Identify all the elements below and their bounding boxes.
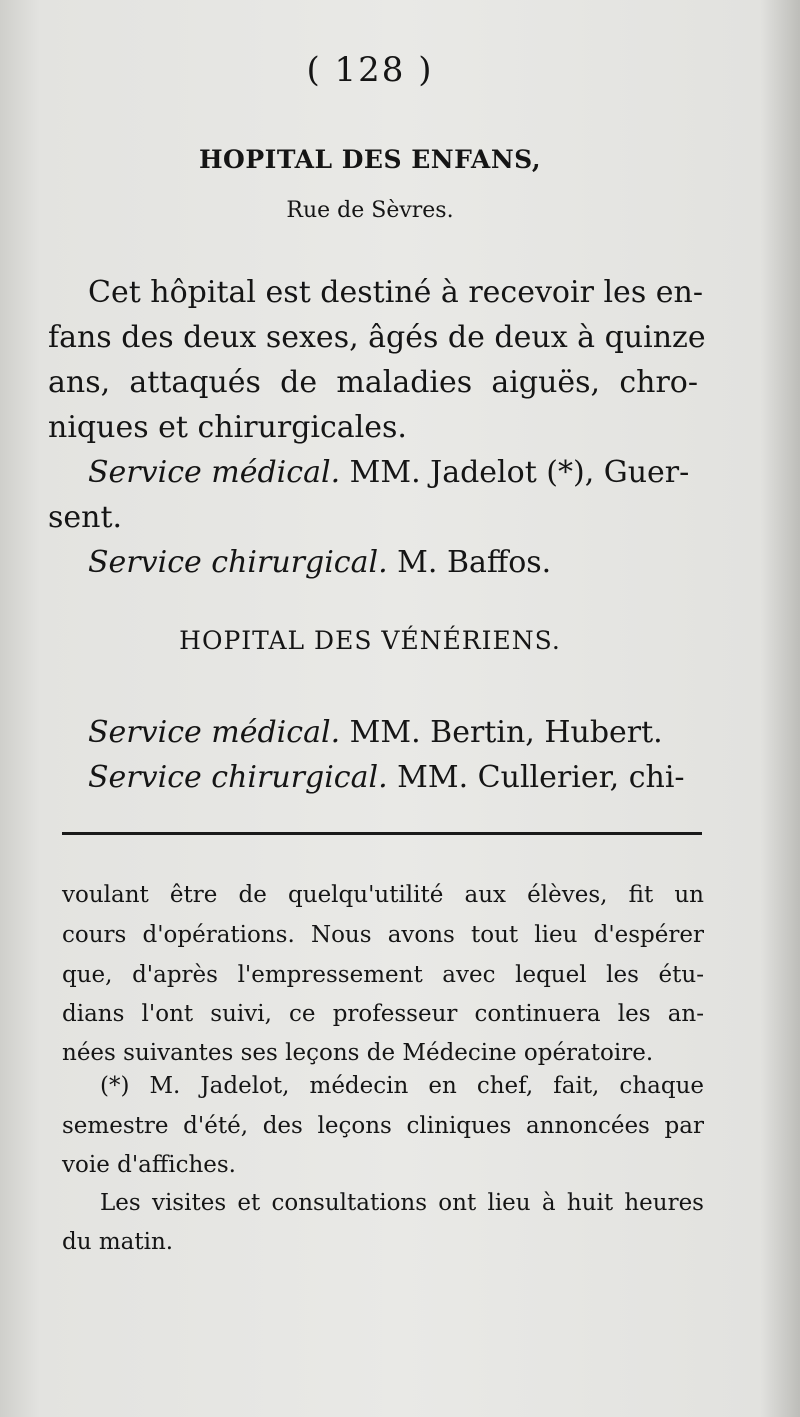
- surgical-service-label: Service chirurgical.: [88, 760, 388, 795]
- surgical-service-line: [88, 545, 698, 580]
- surgical-service-text: MM. Cullerier, chi-: [397, 760, 685, 795]
- surgical-service-label: Service chirurgical.: [88, 545, 388, 580]
- footnote-line: cours d'opérations. Nous avons tout lieu d'espérer: [62, 922, 704, 948]
- paragraph-line: Cet hôpital est destiné à recevoir les en-: [88, 275, 703, 310]
- footnote-line: (*) M. Jadelot, médecin en chef, fait, chaque: [100, 1073, 704, 1099]
- footnote-line: que, d'après l'empressement avec lequel les étu-: [62, 962, 704, 988]
- section-title-veneriens: HOPITAL DES VÉNÉRIENS.: [179, 626, 561, 655]
- footnote-line: semestre d'été, des leçons cliniques annoncées par: [62, 1113, 704, 1139]
- surgical-service-line: [88, 760, 698, 795]
- section-address: Rue de Sèvres.: [286, 198, 454, 223]
- medical-service-line: [88, 455, 698, 490]
- paragraph-line: ans, attaqués de maladies aiguës, chro-: [48, 365, 698, 400]
- footnote-line: voie d'affiches.: [62, 1152, 236, 1178]
- footnote-divider: [62, 832, 702, 835]
- footnote-line: voulant être de quelqu'utilité aux élèves, fit un: [62, 882, 704, 908]
- footnote-line: du matin.: [62, 1229, 174, 1255]
- footnote-line: dians l'ont suivi, ce professeur continuera les an-: [62, 1001, 704, 1027]
- paragraph-line: niques et chirurgicales.: [48, 410, 407, 445]
- section-title-enfans: HOPITAL DES ENFANS,: [198, 145, 542, 174]
- medical-service-label: Service médical.: [88, 455, 341, 490]
- medical-service-cont: sent.: [48, 500, 123, 535]
- page-number: ( 128 ): [306, 50, 434, 90]
- paragraph-line: fans des deux sexes, âgés de deux à quinze: [48, 320, 706, 355]
- footnote-line: Les visites et consultations ont lieu à huit heures: [100, 1190, 704, 1216]
- medical-service-text: MM. Jadelot (*), Guer-: [349, 455, 690, 490]
- footnote-line: nées suivantes ses leçons de Médecine opératoire.: [62, 1040, 654, 1066]
- medical-service-line: [88, 715, 698, 750]
- medical-service-label: Service médical.: [88, 715, 341, 750]
- medical-service-text: MM. Bertin, Hubert.: [349, 715, 663, 750]
- surgical-service-text: M. Baffos.: [397, 545, 552, 580]
